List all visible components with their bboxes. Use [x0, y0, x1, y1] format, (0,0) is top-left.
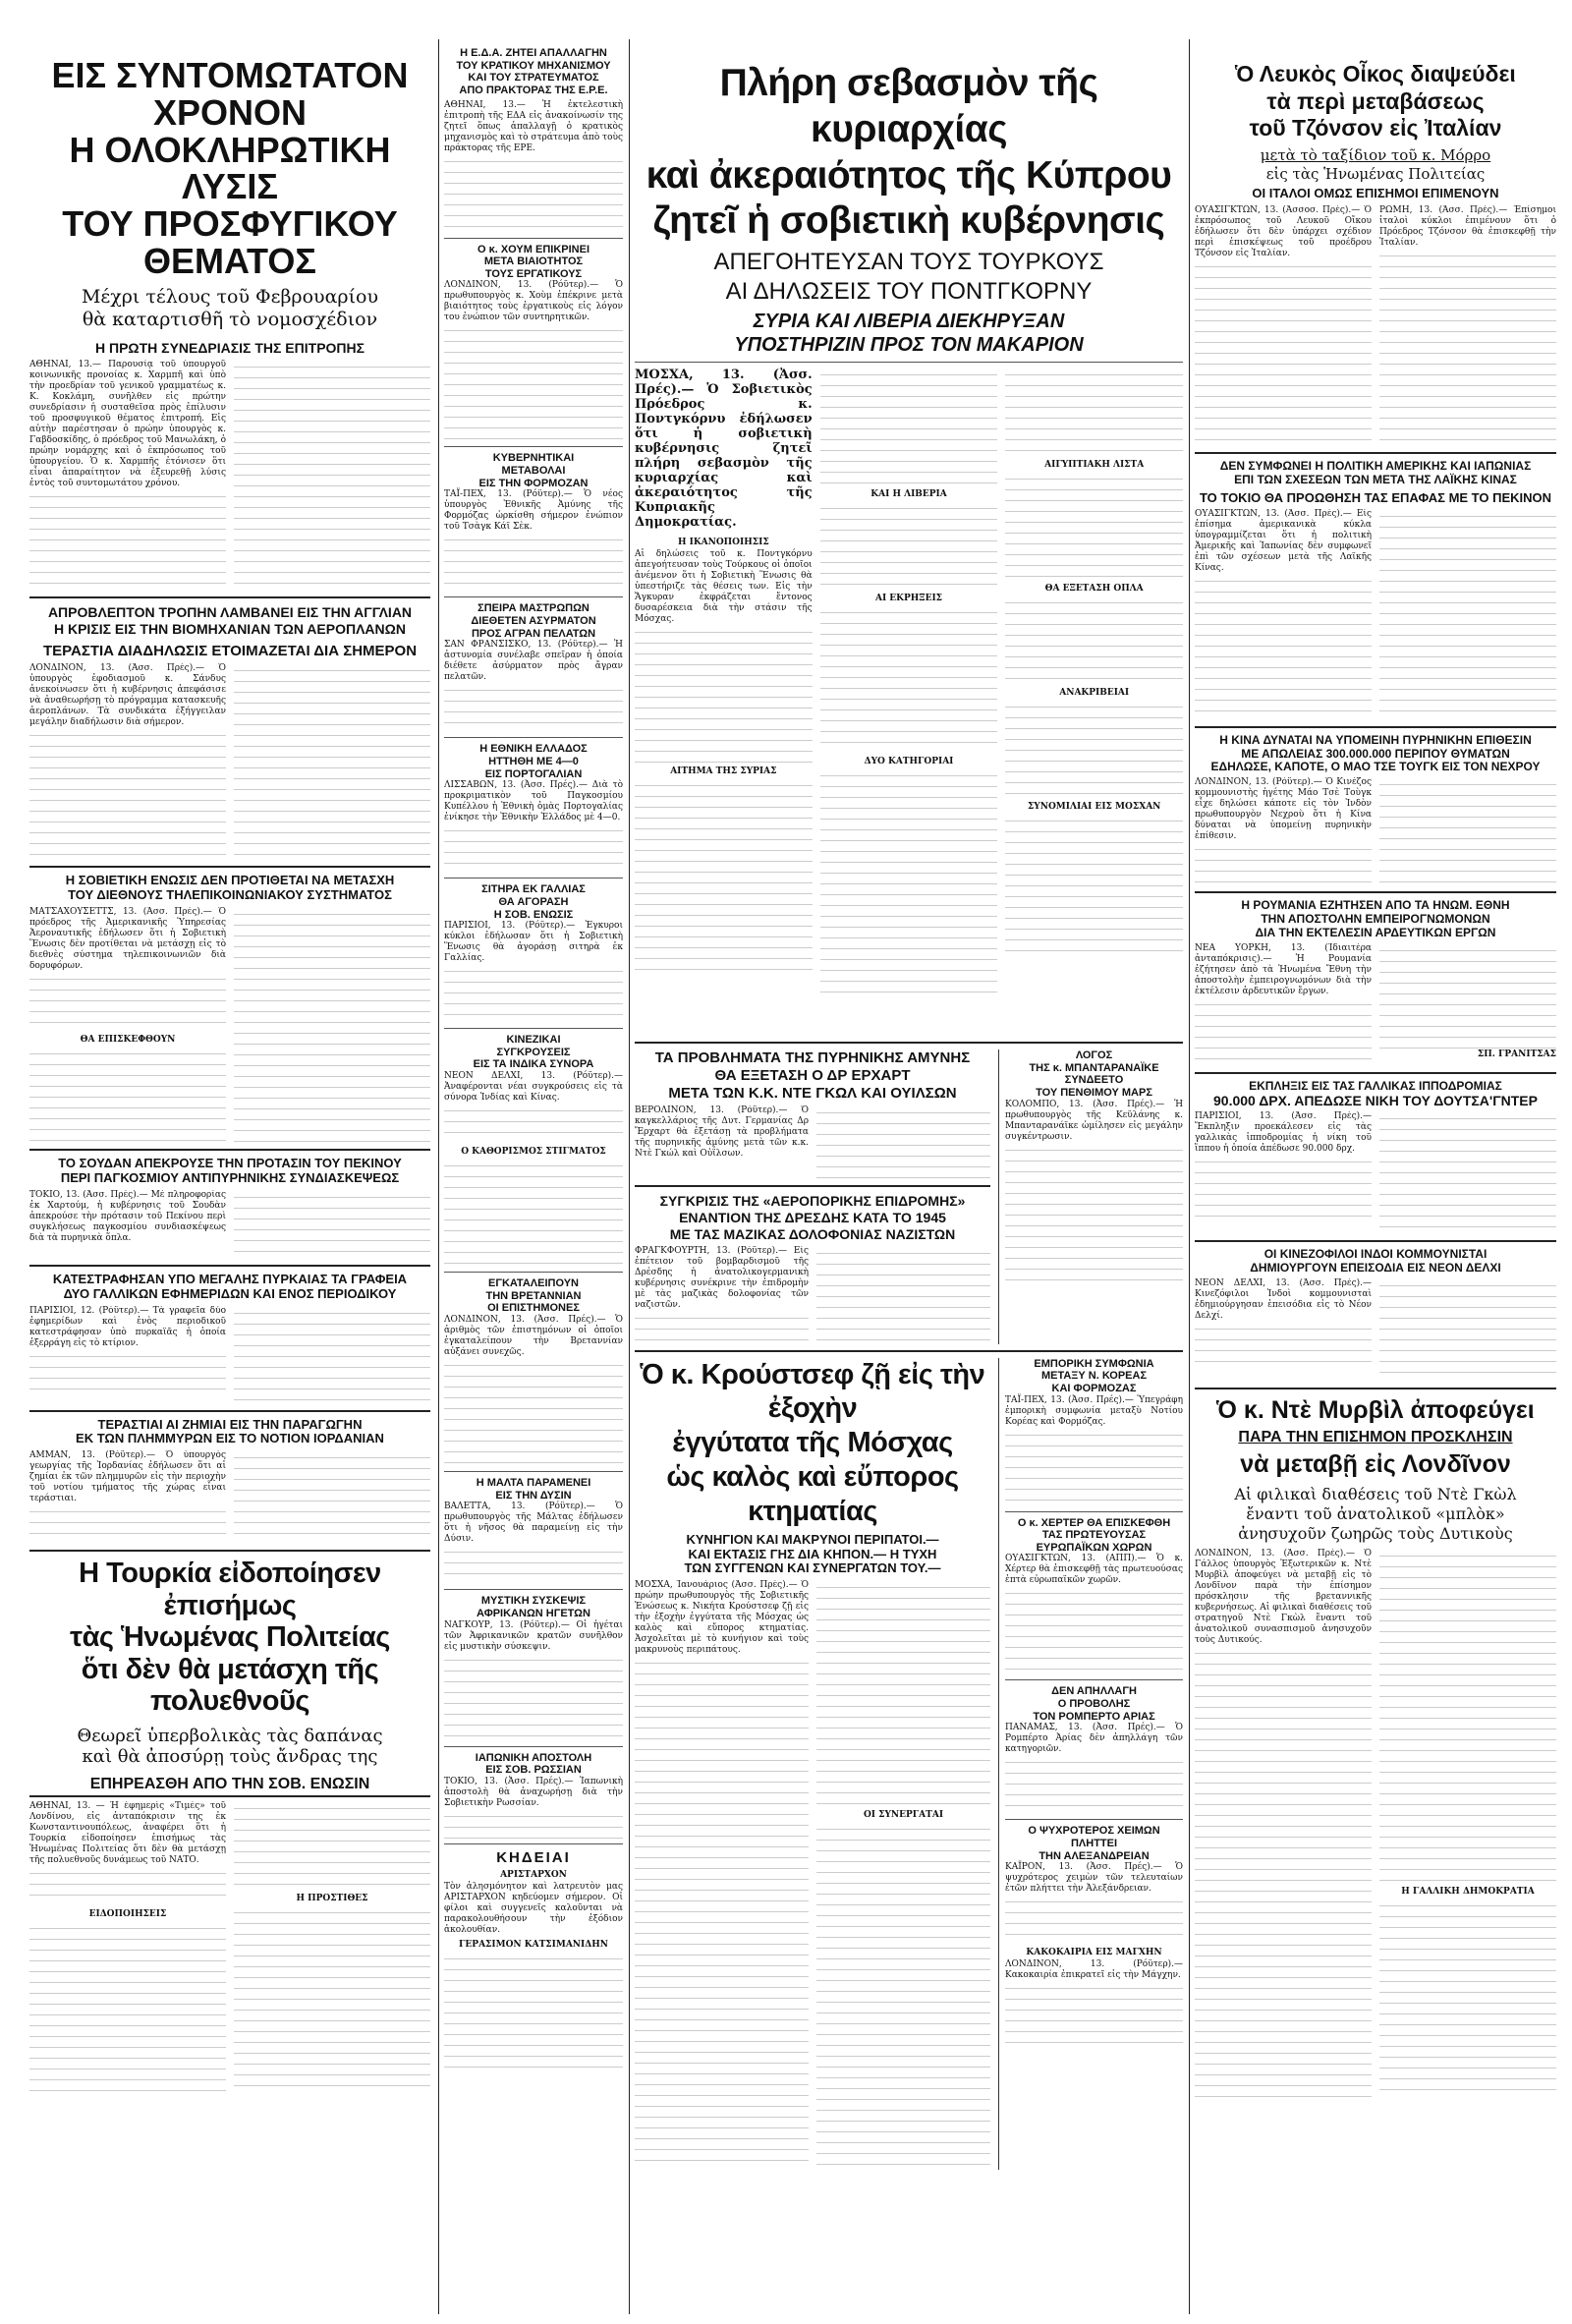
headline-line: ΤΟΥ ΔΙΕΘΝΟΥΣ ΤΗΛΕΠΙΚΟΙΝΩΝΙΑΚΟΥ ΣΥΣΤΗΜΑΤΟΣ — [68, 886, 392, 902]
headline-line: Η ΣΟΒΙΕΤΙΚΗ ΕΝΩΣΙΣ ΔΕΝ ΠΡΟΤΙΘΕΤΑΙ ΝΑ ΜΕΤΑΣΧΗ — [65, 872, 395, 887]
article-headline — [444, 47, 623, 97]
article-body — [1195, 1549, 1556, 2099]
section-heading: ΘΑ ΕΞΕΤΑΣΗ ΟΠΛΑ — [1044, 584, 1144, 595]
subheadline-line: εἰς τὰς Ἡνωμένας Πολιτείας — [1265, 164, 1486, 183]
headline-line: ΘΑ ΕΞΕΤΑΣΗ Ο ΔΡ ΕΡΧΑΡΤ — [714, 1067, 911, 1085]
headline-line: Η ΜΑΛΤΑ ΠΑΡΑΜΕΝΕΙ — [476, 1477, 591, 1490]
turkey-headline — [29, 1558, 430, 1717]
headline-line: ΤΗΝ ΑΠΟΣΤΟΛΗΝ ΕΜΠΕΙΡΟΓΝΩΜΟΝΩΝ — [1261, 911, 1490, 926]
article-text: ΠΑΝΑΜΑΣ, 13. (Ἀσσ. Πρές).— Ὁ Ρομπέρτο Ἀρίας δὲν ἀπηλλάγη τῶν κατηγοριῶν. — [1005, 1723, 1183, 1755]
article-body — [29, 1801, 430, 2096]
funeral-name: ΓΕΡΑΣΙΜΟΝ ΚΑΤΣΙΜΑΝΙΔΗΝ — [459, 1940, 608, 1951]
headline-line: 90.000 ΔΡΧ. ΑΠΕΔΩΣΕ ΝΙΚΗ ΤΟΥ ΔΟΥΤΣΑ'ΓΝΤΕΡ — [1213, 1093, 1538, 1109]
article-headline — [444, 244, 623, 281]
headline-line: Η ΕΘΝΙΚΗ ΕΛΛΑΔΟΣ — [479, 743, 588, 756]
article-text: ΑΘΗΝΑΙ, 13.— Παρουσίᾳ τοῦ ὑπουργοῦ κοινωνικῆς προνοίας κ. Χαρμπῆ καὶ ὑπὸ τὴν προεδρίαν τοῦ γενικοῦ γραμματέως κ. Κ. Κοκλάμη, συνῆλθεν εἰς πρώτην συνεδρίασιν ἡ συσταθεῖσα πρὸς ἐπίλυσιν τοῦ προσφυγικοῦ θέματος ἐπιτροπή. Εἰς αὐτὴν παρέστησαν ὁ πρώην ὑπουργὸς κ. Γαβδοσκίδης, ὁ πρόεδρος τοῦ Μανωλάκη, ὁ πρώην νομάρχης καὶ ὁ ἐκπρόσωπος τοῦ ὑπουργείου. Ὁ κ. Χαρμπῆς ἐτόνισεν ὅτι εἶναι ἀπαραίτητον νὰ ἐξευρεθῇ λύσις ἐντὸς τοῦ συντομωτάτου χρόνου. — [29, 360, 226, 489]
lead-subheadline: ΑΙ ΔΗΛΩΣΕΙΣ ΤΟΥ ΠΟΝΤΓΚΟΡΝΥ — [725, 278, 1093, 306]
article-headline — [444, 452, 623, 489]
column-2 — [444, 0, 623, 2324]
headline-line: ΤΟΥ ΚΡΑΤΙΚΟΥ ΜΗΧΑΝΙΣΜΟΥ — [456, 59, 611, 72]
article-text: ΟΥΑΣΙΓΚΤΩΝ, 13. (Ἀσσοσ. Πρές).— Ὁ ἐκπρόσωπος τοῦ Λευκοῦ Οἴκου ἐδήλωσεν ὅτι δὲν ὑπάρχει σχέδιον περὶ ἐπισκέψεως τοῦ προέδρου Τζόνσον εἰς Ἰταλίαν. — [1195, 205, 1372, 259]
headline-line: ΔΕΝ ΑΠΗΛΛΑΓΗ — [1051, 1685, 1137, 1698]
headline-line: ζητεῖ ἡ σοβιετικὴ κυβέρνησις — [652, 199, 1165, 243]
headline-line: ΑΦΡΙΚΑΝΩΝ ΗΓΕΤΩΝ — [477, 1607, 590, 1619]
headline-line: ΜΕΤΑ ΤΩΝ Κ.Κ. ΝΤΕ ΓΚΩΛ ΚΑΙ ΟΥΙΛΣΩΝ — [668, 1085, 957, 1103]
article-text: ΛΟΝΔΙΝΟΝ, 13. (Ἀσσ. Πρές).— Ὁ ἀριθμὸς τῶν ἐπιστημόνων οἱ ὁποῖοι ἐγκαταλείπουν τὴν Βρεταννίαν αὐξάνει συνεχῶς. — [444, 1315, 623, 1358]
headline-line: ΕΙΣ ΤΗΝ ΦΟΡΜΟΖΑΝ — [478, 477, 589, 489]
headline-line: ΔΕΝ ΣΥΜΦΩΝΕΙ Η ΠΟΛΙΤΙΚΗ ΑΜΕΡΙΚΗΣ ΚΑΙ ΙΑΠΩΝΙΑΣ — [1219, 459, 1532, 474]
article-headline — [444, 1595, 623, 1619]
headline-line: ΠΛΗΤΤΕΙ — [1070, 1837, 1118, 1849]
article-body — [29, 663, 430, 860]
headline-line: Πλήρη σεβασμὸν τῆς κυριαρχίας — [719, 62, 1098, 150]
lead-text: ΜΟΣΧΑ, 13. (Ἀσσ. Πρές).— Ὁ Σοβιετικὸς Πρόεδρος κ. Ποντγκόρνυ ἐδήλωσεν ὅτι ἡ σοβιετικὴ κυβέρνησις ζητεῖ πλήρη σεβασμὸν τῆς κυριαρχίας καὶ ἀκεραιότητος τῆς Κυπριακῆς Δημοκρατίας. — [635, 368, 813, 531]
lead-subheadline-italic — [635, 310, 1183, 357]
article-text: ΤΟΚΙΟ, 13. (Ἀσσ. Πρές).— Μὲ πληροφορίας ἐκ Χαρτούμ, ἡ κυβέρνησις τοῦ Σουδὰν ἀπεκρούσε τὴν πρότασιν τοῦ Πεκίνου περὶ συγκλήσεως παγκοσμίου συνδιασκέψεως διὰ τὰ πυρηνικὰ ὅπλα. — [29, 1189, 226, 1243]
main-subheadline — [29, 286, 430, 331]
section-heading: ΑΝΑΚΡΙΒΕΙΑΙ — [1059, 688, 1130, 699]
headline-line: ΚΑΤΕΣΤΡΑΦΗΣΑΝ ΥΠΟ ΜΕΓΑΛΗΣ ΠΥΡΚΑΙΑΣ ΤΑ ΓΡΑΦΕΙΑ — [52, 1271, 408, 1286]
article-headline — [1005, 1685, 1183, 1723]
section-heading: ΔΥΟ ΚΑΤΗΓΟΡΙΑΙ — [864, 757, 954, 767]
section-heading: ΑΙΓΥΠΤΙΑΚΗ ΛΙΣΤΑ — [1044, 460, 1145, 471]
section-heading: Η ΙΚΑΝΟΠΟΙΗΣΙΣ — [677, 538, 769, 548]
column-4 — [1195, 0, 1556, 2324]
article-headline — [29, 874, 430, 903]
article-body — [29, 1450, 430, 1544]
white-house-headline — [1195, 61, 1556, 142]
article-text: ΜΟΣΧΑ, Ἰανουάριος (Ἀσσ. Πρές).— Ὁ πρώην πρωθυπουργὸς τῆς Σοβιετικῆς Ἑνώσεως κ. Νικήτα Κρούστσεφ ζῇ εἰς τὴν ἐξοχὴν ἐγγύτατα τῆς Μόσχας ὡς καλὸς καὶ εὔπορος κτηματίας. Ἀσχολεῖται μὲ τὸ κυνήγιον καὶ τοὺς μακρυνοὺς περιπάτους. — [635, 1580, 809, 1656]
article-text: ΟΥΑΣΙΓΚΤΩΝ, 13. (Ἀσσ. Πρές).— Εἰς ἐπίσημα ἀμερικανικὰ κύκλα ὑπογραμμίζεται ὅτι ἡ πολιτικὴ Ἀμερικῆς καὶ Ἰαπωνίας δὲν συμφωνεῖ ἐπὶ τῶν σχέσεων μετὰ τῆς Λαϊκῆς Κίνας. — [1195, 508, 1372, 573]
column-3 — [635, 0, 1183, 2324]
headline-line: ΕΙΣ ΣΟΒ. ΡΩΣΣΙΑΝ — [485, 1764, 582, 1777]
article-headline — [444, 883, 623, 921]
subheadline-line: ἔναντι τοῦ ἀνατολικοῦ «μπλὸκ» — [1246, 1504, 1505, 1524]
funeral-name: ΑΡΙΣΤΑΡΧΟΝ — [500, 1870, 567, 1881]
article-headline — [1005, 1049, 1183, 1100]
article-text: ΑΘΗΝΑΙ, 13. — Ἡ ἐφημερὶς «Τιμὲς» τοῦ Λονδίνου, εἰς ἀνταπόκρισιν της ἐκ Κωνσταντινουπόλεως, ἀναφέρει ὅτι ἡ Τουρκία εἰδοποίησεν ἐπισήμως τὰς Ἡνωμένας Πολιτείας ὅτι δὲν θὰ μετάσχῃ τῆς πολυεθνοῦς δυνάμεως τοῦ ΝΑΤΟ. — [29, 1801, 226, 1866]
headline-line: ΔΙΑ ΤΗΝ ΕΚΤΕΛΕΣΙΝ ΑΡΔΕΥΤΙΚΩΝ ΕΡΓΩΝ — [1255, 925, 1496, 939]
murville-subheadline — [1195, 1485, 1556, 1544]
headline-line: Η ΚΡΙΣΙΣ ΕΙΣ ΤΗΝ ΒΙΟΜΗΧΑΝΙΑΝ ΤΩΝ ΑΕΡΟΠΛΑΝΩΝ — [53, 620, 406, 637]
white-house-subheadline — [1195, 146, 1556, 184]
article-headline — [1005, 1517, 1183, 1555]
subheadline-line: ΚΑΙ ΕΚΤΑΣΙΣ ΓΗΣ ΔΙΑ ΚΗΠΟΝ.— Η ΤΥΧΗ — [688, 1546, 937, 1561]
article-body — [1195, 1111, 1556, 1234]
headline-line: ΣΥΓΚΡΟΥΣΕΙΣ — [496, 1046, 571, 1058]
headline-line: ΠΡΟΣ ΑΓΡΑΝ ΠΕΛΑΤΩΝ — [471, 627, 596, 640]
article-subheadline: ΤΕΡΑΣΤΙΑ ΔΙΑΔΗΛΩΣΙΣ ΕΤΟΙΜΑΖΕΤΑΙ ΔΙΑ ΣΗΜΕΡΟΝ — [42, 642, 418, 659]
column-1 — [29, 0, 430, 2324]
subheadline-line: Αἱ φιλικαὶ διαθέσεις τοῦ Ντὲ Γκὼλ — [1234, 1485, 1517, 1504]
article-text: ΡΩΜΗ, 13. (Ἀσσ. Πρές).— Ἐπίσημοι ἰταλοὶ κύκλοι ἐπιμένουν ὅτι ὁ Πρόεδρος Τζόνσον θὰ ἐπισκεφθῇ τὴν Ἰταλίαν. — [1379, 205, 1556, 249]
article-headline — [29, 1273, 430, 1302]
article-text: ΒΕΡΟΛΙΝΟΝ, 13. (Ρόϋτερ).— Ὁ καγκελλάριος τῆς Δυτ. Γερμανίας Δρ Ἔρχαρτ θὰ ἐξετάσῃ τὰ προβλήματα τῆς πυρηνικῆς ἀμύνης μετὰ τῶν κ.κ. Ντὲ Γκώλ καὶ Οὐΐλσων. — [635, 1105, 809, 1160]
article-text: ΤΑΪ-ΠΕΧ, 13. (Ἀσσ. Πρές).— Ὑπεγράφη ἐμπορικὴ συμφωνία μεταξὺ Νοτίου Κορέας καὶ Φορμόζας. — [1005, 1394, 1183, 1427]
section-heading: Η ΓΑΛΛΙΚΗ ΔΗΜΟΚΡΑΤΙΑ — [1401, 1887, 1535, 1898]
headline-line: Η ΟΛΟΚΛΗΡΩΤΙΚΗ ΛΥΣΙΣ — [69, 129, 391, 207]
headline-line: Η ΚΙΝΑ ΔΥΝΑΤΑΙ ΝΑ ΥΠΟΜΕΙΝΗ ΠΥΡΗΝΙΚΗΝ ΕΠΙΘΕΣΙΝ — [1219, 732, 1532, 747]
article-headline — [1005, 1825, 1183, 1862]
article-text: ΜΑΤΣΑΧΟΥΣΕΤΤΣ, 13. (Ἀσσ. Πρὲς).— Ὁ πρόεδρος τῆς Ἀμερικανικῆς Ὑπηρεσίας Ἀεροναυτικῆς ἐδήλωσεν ὅτι ἡ Σοβιετικὴ Ἕνωσις δὲν προτίθεται νὰ μετάσχῃ εἰς τὸ διεθνὲς σύστημα τηλεπικοινωνιῶν διὰ δορυφόρων. — [29, 906, 226, 971]
headline-line: Η ΡΟΥΜΑΝΙΑ ΕΖΗΤΗΣΕΝ ΑΠΟ ΤΑ ΗΝΩΜ. ΕΘΝΗ — [1241, 898, 1510, 913]
lead-headline — [635, 61, 1183, 245]
section-heading: ΣΥΝΟΜΙΛΙΑΙ ΕΙΣ ΜΟΣΧΑΝ — [1027, 802, 1161, 813]
headline-line: ΕΜΠΟΡΙΚΗ ΣΥΜΦΩΝΙΑ — [1034, 1357, 1154, 1370]
article-subheadline: ΤΟ ΤΟΚΙΟ ΘΑ ΠΡΟΩΘΗΣΗ ΤΑΣ ΕΠΑΦΑΣ ΜΕ ΤΟ ΠΕΚΙΝΟΝ — [1199, 489, 1552, 505]
article-headline — [1195, 899, 1556, 939]
headline-line: Ο ΠΡΟΒΟΛΗΣ — [1057, 1698, 1131, 1711]
headline-line: ΕΔΗΛΩΣΕ, ΚΑΠΟΤΕ, Ο ΜΑΟ ΤΣΕ ΤΟΥΓΚ ΕΙΣ ΤΟΝ ΝΕΧΡΟΥ — [1210, 760, 1541, 774]
column-rule — [629, 39, 630, 2314]
headline-line: ΔΙΕΘΕΤΕΝ ΑΣΥΡΜΑΤΟΝ — [471, 615, 596, 628]
headline-line: ΤΟΥ ΠΕΝΘΙΜΟΥ ΜΑΡΣ — [1036, 1087, 1152, 1100]
section-heading: Ο ΚΑΘΟΡΙΣΜΟΣ ΣΤΙΓΜΑΤΟΣ — [461, 1147, 606, 1158]
headline-line: ΟΙ ΚΙΝΕΖΟΦΙΛΟΙ ΙΝΔΟΙ ΚΟΜΜΟΥΝΙΣΤΑΙ — [1263, 1247, 1488, 1262]
funeral-text: Τὸν ἀλησμόνητον καὶ λατρευτὸν μας ΑΡΙΣΤΑΡΧΟΝ κηδεύομεν σήμερον. Οἱ φίλοι καὶ συγγενεῖς καλοῦνται νὰ παρακολουθήσουν τὴν ἐξόδιον ἀκολουθίαν. — [444, 1882, 623, 1936]
headline-line: ΕΚ ΤΩΝ ΠΛΗΜΜΥΡΩΝ ΕΙΣ ΤΟ ΝΟΤΙΟΝ ΙΟΡΔΑΝΙΑΝ — [76, 1431, 384, 1446]
headline-line: ΑΠΡΟΒΛΕΠΤΟΝ ΤΡΟΠΗΝ ΛΑΜΒΑΝΕΙ ΕΙΣ ΤΗΝ ΑΓΓΛΙΑΝ — [47, 604, 413, 621]
headline-line: ΠΑΡΑ ΤΗΝ ΕΠΙΣΗΜΟΝ ΠΡΟΣΚΛΗΣΙΝ — [1238, 1429, 1513, 1446]
headline-line: ΠΕΡΙ ΠΑΓΚΟΣΜΙΟΥ ΑΝΤΙΠΥΡΗΝΙΚΗΣ ΣΥΝΔΙΑΣΚΕΨΕΩΣ — [60, 1169, 400, 1185]
column-rule — [1189, 39, 1190, 2314]
khrushchev-subheadline — [635, 1533, 990, 1577]
section-heading: ΕΠΗΡΕΑΣΘΗ ΑΠΟ ΤΗΝ ΣΟΒ. ΕΝΩΣΙΝ — [29, 1776, 430, 1797]
article-body — [1195, 205, 1556, 446]
lead-article-body — [635, 368, 1183, 1036]
main-headline — [29, 57, 430, 280]
headline-line: Ο κ. ΧΟΥΜ ΕΠΙΚΡΙΝΕΙ — [477, 243, 590, 255]
column-rule — [438, 39, 439, 2314]
headline-line: ΗΤΤΗΘΗ ΜΕ 4—0 — [488, 755, 579, 767]
turkey-subheadline — [29, 1726, 430, 1768]
article-text: ΝΑΓΚΟΥΡ, 13. (Ρόϋτερ).— Οἱ ἡγέται τῶν Ἀφρικανικῶν κρατῶν συνῆλθον εἰς μυστικὴν σύσκεψιν. — [444, 1619, 623, 1652]
section-heading: ΘΑ ΕΠΙΣΚΕΦΘΟΥΝ — [80, 1034, 176, 1045]
headline-line: Ὁ Λευκὸς Οἶκος διαψεύδει — [1235, 61, 1516, 86]
funeral-notices-heading: ΚΗΔΕΙΑΙ — [496, 1848, 571, 1866]
article-headline — [29, 604, 430, 636]
murville-headline — [1195, 1395, 1556, 1479]
article-text: ΠΑΡΙΣΙΟΙ, 13. (Ρόϋτερ).— Ἐγκυροι κύκλοι ἐδήλωσαν ὅτι ἡ Σοβιετικὴ Ἕνωσις θὰ ἀγοράσῃ σιτηρὰ ἐκ Γαλλίας. — [444, 921, 623, 964]
article-text: ΤΟΚΙΟ, 13. (Ἀσσ. Πρές).— Ἰαπωνικὴ ἀποστολὴ θὰ ἀναχωρήσῃ διὰ τὴν Σοβιετικὴν Ρωσσίαν. — [444, 1776, 623, 1808]
article-text: ΝΕΑ ΥΟΡΚΗ, 13. (Ἰδιαιτέρα ἀνταπόκρισις).— Ἡ Ρουμανία ἐζήτησεν ἀπὸ τὰ Ἡνωμένα Ἔθνη τὴν ἀποστολὴν ἐμπειρογνωμόνων διὰ τὴν ἐκτέλεσιν ἀρδευτικῶν ἔργων. — [1195, 942, 1372, 996]
headline-line: ΔΥΟ ΓΑΛΛΙΚΩΝ ΕΦΗΜΕΡΙΔΩΝ ΚΑΙ ΕΝΟΣ ΠΕΡΙΟΔΙΚΟΥ — [63, 1285, 397, 1301]
headline-line: ΕΚΠΛΗΞΙΣ ΕΙΣ ΤΑΣ ΓΑΛΛΙΚΑΣ ΙΠΠΟΔΡΟΜΙΑΣ — [1249, 1078, 1502, 1093]
headline-line: ΟΙ ΕΠΙΣΤΗΜΟΝΕΣ — [487, 1302, 580, 1315]
headline-line: ΕΙΣ ΣΥΝΤΟΜΩΤΑΤΟΝ ΧΡΟΝΟΝ — [51, 55, 409, 133]
article-text: ΛΟΝΔΙΝΟΝ, 13. (Ἀσσ. Πρές).— Ὁ ὑπουργὸς ἐφοδιασμοῦ κ. Σάνδυς ἀνεκοίνωσεν ὅτι ἡ κυβέρνησις ἀπεφάσισε νὰ ἀναθεωρήσῃ τὸ πρόγραμμα κατασκευῆς ἀεροπλάνων. Τὰ συνδικάτα ἐξήγγειλαν μεγάλην διαδήλωσιν διὰ σήμερον. — [29, 662, 226, 727]
article-text: ΛΙΣΣΑΒΩΝ, 13. (Ἀσσ. Πρές).— Διὰ τὸ προκριματικὸν τοῦ Παγκοσμίου Κυπέλλου ἡ Ἐθνικὴ ὁμὰς Πορτογαλίας ἐνίκησε τὴν Ἐθνικὴν Ἑλλάδος μὲ 4—0. — [444, 780, 623, 823]
subheadline-line: Θεωρεῖ ὑπερβολικὰς τὰς δαπάνας — [77, 1725, 383, 1746]
headline-line: ΛΟΓΟΣ — [1075, 1049, 1113, 1062]
article-headline — [444, 602, 623, 640]
article-headline — [444, 743, 623, 780]
section-heading: ΚΑΙ Η ΛΙΒΕΡΙΑ — [870, 489, 947, 500]
headline-line: ΤΟ ΣΟΥΔΑΝ ΑΠΕΚΡΟΥΣΕ ΤΗΝ ΠΡΟΤΑΣΙΝ ΤΟΥ ΠΕΚΙΝΟΥ — [58, 1155, 402, 1170]
lead-subheadline: ΑΠΕΓΟΗΤΕΥΣΑΝ ΤΟΥΣ ΤΟΥΡΚΟΥΣ — [713, 249, 1104, 276]
article-text: ΒΑΛΕΤΤΑ, 13. (Ρόϋτερ).— Ὁ πρωθυπουργὸς τῆς Μάλτας ἐδήλωσεν ὅτι ἡ νῆσος θὰ παραμείνῃ εἰς τὴν Δύσιν. — [444, 1502, 623, 1545]
headline-line: ΕΓΚΑΤΑΛΕΙΠΟΥΝ — [488, 1277, 579, 1290]
headline-line: ΕΠΙ ΤΩΝ ΣΧΕΣΕΩΝ ΤΩΝ ΜΕΤΑ ΤΗΣ ΛΑΪΚΗΣ ΚΙΝΑΣ — [1234, 473, 1517, 487]
article-text: ΠΑΡΙΣΙΟΙ, 12. (Ρόϋτερ).— Τὰ γραφεῖα δύο ἐφημερίδων καὶ ἑνὸς περιοδικοῦ κατεστράφησαν ὑπὸ πυρκαϊᾶς ἡ ὁποία ἐξερράγη εἰς τὸ κτίριον. — [29, 1305, 226, 1348]
headline-line: ΜΕΤΑ ΒΙΑΙΟΤΗΤΟΣ — [483, 255, 584, 268]
headline-line: ΚΑΙ ΦΟΡΜΟΖΑΣ — [1051, 1382, 1137, 1394]
article-text: ΛΟΝΔΙΝΟΝ, 13. (Ρόϋτερ).— Ὁ Κινέζος κομμουνιστὴς ἡγέτης Μάο Τσὲ Τοὺγκ εἶχε δηλώσει κάποτε εἰς τὸν Ἰνδὸν πρωθυπουργὸν Νεχροὺ ὅτι ἡ Κίνα δύναται νὰ ὑπομείνῃ πυρηνικὴν ἐπίθεσιν. — [1195, 777, 1372, 842]
article-text: ΑΜΜΑΝ, 13. (Ρόϋτερ).— Ὁ ὑπουργὸς γεωργίας τῆς Ἰορδανίας ἐδήλωσεν ὅτι αἱ ζημίαι ἐκ τῶν πλημμυρῶν εἰς τὴν περιοχὴν τοῦ νοτίου τμήματος τῆς χώρας εἶναι τεράστιαι. — [29, 1450, 226, 1504]
headline-line: ΜΕΤΑΞΥ Ν. ΚΟΡΕΑΣ — [1040, 1370, 1148, 1383]
article-text: ΚΑΪΡΟΝ, 13. (Ἀσσ. Πρές).— Ὁ ψυχρότερος χειμὼν τῶν τελευταίων ἐτῶν πλήττει τὴν Ἀλεξάνδρειαν. — [1005, 1862, 1183, 1895]
article-body — [1195, 777, 1556, 885]
headline-line: Ο κ. ΧΕΡΤΕΡ ΘΑ ΕΠΙΣΚΕΦΘΗ — [1017, 1516, 1171, 1529]
article-body — [1195, 509, 1556, 720]
headline-line: ΣΠΕΙΡΑ ΜΑΣΤΡΩΠΩΝ — [477, 602, 590, 615]
article-headline — [444, 1034, 623, 1071]
article-headline — [635, 1193, 990, 1242]
article-headline — [1195, 734, 1556, 774]
headline-line: ἐγγύτατα τῆς Μόσχας — [672, 1427, 953, 1459]
headline-line: ΚΑΙ ΤΟΥ ΣΤΡΑΤΕΥΜΑΤΟΣ — [468, 72, 599, 85]
section-heading: ΟΙ ΣΥΝΕΡΓΑΤΑΙ — [863, 1810, 944, 1821]
article-text: ΛΟΝΔΙΝΟΝ, 13. (Ἀσσ. Πρές).— Ὁ Γάλλος ὑπουργὸς Ἐξωτερικῶν κ. Ντὲ Μυρβὶλ ἀποφεύγει νὰ μεταβῇ εἰς τὸ Λονδῖνον παρὰ τὴν ἐπίσημον πρόσκλησιν τῆς βρεταννικῆς κυβερνήσεως. Αἱ φιλικαὶ διαθέσεις τοῦ στρατηγοῦ Ντὲ Γκὼλ ἔναντι τοῦ ἀνατολικοῦ συνασπισμοῦ ἀνησυχοῦν τοὺς Δυτικούς. — [1195, 1549, 1372, 1646]
subheadline-line: καὶ θὰ ἀποσύρῃ τοὺς ἄνδρας της — [82, 1746, 378, 1768]
headline-line: νὰ μεταβῇ εἰς Λονδῖνον — [1240, 1450, 1511, 1479]
article-text: ΚΟΛΟΜΠΟ, 13. (Ἀσσ. Πρές).— Ἡ πρωθυπουργὸς τῆς Κεϋλάνης κ. Μπανταρανάϊκε ὡμίλησεν εἰς μεγάλην συγκέντρωσιν. — [1005, 1099, 1183, 1142]
headline-line: ΤΟΥΣ ΕΡΓΑΤΙΚΟΥΣ — [484, 267, 583, 280]
headline-line: ΕΝΑΝΤΙΟΝ ΤΗΣ ΔΡΕΣΔΗΣ ΚΑΤΑ ΤΟ 1945 — [679, 1209, 946, 1225]
subheadline-line: ἀνησυχοῦν ζωηρῶς τοὺς Δυτικοὺς — [1238, 1524, 1513, 1544]
section-heading: ΟΙ ΙΤΑΛΟΙ ΟΜΩΣ ΕΠΙΣΗΜΟΙ ΕΠΙΜΕΝΟΥΝ — [1252, 186, 1499, 201]
headline-line: ΚΙΝΕΖΙΚΑΙ — [506, 1034, 561, 1047]
article-body — [635, 1246, 990, 1344]
article-headline — [444, 1752, 623, 1777]
subheadline-line: μετὰ τὸ ταξίδιον τοῦ κ. Μόρρο — [1260, 145, 1491, 164]
headline-line: ΣΥΓΚΡΙΣΙΣ ΤΗΣ «ΑΕΡΟΠΟΡΙΚΗΣ ΕΠΙΔΡΟΜΗΣ» — [659, 1193, 966, 1210]
headline-line: ὅτι δὲν θὰ μετάσχη τῆς πολυεθνοῦς — [81, 1653, 379, 1718]
article-headline — [1005, 1358, 1183, 1395]
headline-line: ὡς καλὸς καὶ εὔπορος κτηματίας — [666, 1460, 959, 1527]
headline-line: ΜΥΣΤΙΚΗ ΣΥΣΚΕΨΙΣ — [480, 1595, 587, 1608]
section-heading: ΑΙ ΕΚΡΗΞΕΙΣ — [874, 594, 943, 604]
headline-line: ΤΗΝ ΑΛΕΞΑΝΔΡΕΙΑΝ — [1039, 1849, 1150, 1862]
article-headline — [1195, 1248, 1556, 1275]
article-body — [1195, 1278, 1556, 1382]
article-body — [29, 907, 430, 1143]
article-headline — [29, 1418, 430, 1447]
article-text: ΛΟΝΔΙΝΟΝ, 13. (Ρόϋτερ).— Ὁ πρωθυπουργὸς κ. Χοὺμ ἐπέκρινε μετὰ βιαιότητος τοὺς ἐργατικοὺς εἰς λόγον του ἐνώπιον τῶν συντηρητικῶν. — [444, 280, 623, 323]
headline-line: ΤΟΝ ΡΟΜΠΕΡΤΟ ΑΡΙΑΣ — [1033, 1710, 1155, 1723]
headline-line: ΤΟΥ ΠΡΟΣΦΥΓΙΚΟΥ ΘΕΜΑΤΟΣ — [62, 203, 398, 281]
subheadline-line: ΣΥΡΙΑ ΚΑΙ ΛΙΒΕΡΙΑ ΔΙΕΚΗΡΥΞΑΝ — [753, 311, 1065, 333]
article-text: ΛΟΝΔΙΝΟΝ, 13. (Ρόϋτερ).— Κακοκαιρία ἐπικρατεῖ εἰς τὴν Μάγχην. — [1005, 1959, 1183, 1981]
headline-line: Ὁ κ. Ντὲ Μυρβὶλ ἀποφεύγει — [1216, 1396, 1535, 1425]
section-heading: ΑΙΤΗΜΑ ΤΗΣ ΣΥΡΙΑΣ — [670, 766, 777, 777]
headline-line: ΙΑΠΩΝΙΚΗ ΑΠΟΣΤΟΛΗ — [475, 1751, 592, 1764]
headline-line: ΕΙΣ ΠΟΡΤΟΓΑΛΙΑΝ — [484, 767, 583, 780]
headline-line: ΜΕ ΑΠΩΛΕΙΑΣ 300.000.000 ΠΕΡΙΠΟΥ ΘΥΜΑΤΩΝ — [1241, 746, 1510, 761]
article-text: ΤΑΪ-ΠΕΧ, 13. (Ρόϋτερ).— Ὁ νέος ὑπουργὸς Ἐθνικῆς Ἀμύνης τῆς Φορμόζας ὡρκίσθη σήμερον ἐνώπιον τοῦ Τσὰγκ Κάϊ Σὲκ. — [444, 489, 623, 533]
headline-line: ΕΥΡΩΠΑΪΚΩΝ ΧΩΡΩΝ — [1036, 1541, 1152, 1554]
article-text: ΦΡΑΓΚΦΟΥΡΤΗ, 13. (Ρόϋτερ).— Εἰς ἐπέτειον τοῦ βομβαρδισμοῦ τῆς Δρέσδης ἡ ἀνατολικογερμανικὴ κυβέρνησις συνέκρινε τὴν ἐπιδρομὴν μὲ τὰς μαζικὰς δολοφονίας τῶν ναζιστῶν. — [635, 1245, 809, 1310]
headline-line: καὶ ἀκεραιότητος τῆς Κύπρου — [646, 153, 1172, 197]
article-text: Αἱ δηλώσεις τοῦ κ. Ποντγκόρνυ ἀπεγοήτευσαν τοὺς Τούρκους οἱ ὁποῖοι ἀνέμενον ὅτι ἡ Σοβιετικὴ Ἕνωσις θὰ ὑπεστήριζε τὰς θέσεις των. Εἰς τὴν Ἄγκυραν ἐκφράζεται ἔντονος δυσαρέσκεια διὰ τὴν στάσιν τῆς Μόσχας. — [635, 549, 813, 625]
article-text: ΟΥΑΣΙΓΚΤΩΝ, 13. (ΑΠΠ).— Ὁ κ. Χέρτερ θὰ ἐπισκεφθῇ τὰς πρωτευούσας ἑπτὰ εὐρωπαϊκῶν χωρῶν. — [1005, 1554, 1183, 1586]
subheadline-line: ΥΠΟΣΤΗΡΙΖΙΝ ΠΡΟΣ ΤΟΝ ΜΑΚΑΡΙΟΝ — [734, 334, 1084, 357]
headline-line: ΤΑΣ ΠΡΩΤΕΥΟΥΣΑΣ — [1041, 1529, 1147, 1542]
section-heading: ΚΑΚΟΚΑΙΡΙΑ ΕΙΣ ΜΑΓΧΗΝ — [1026, 1948, 1162, 1958]
article-body — [1195, 943, 1556, 1066]
headline-line: Ο ΨΥΧΡΟΤΕΡΟΣ ΧΕΙΜΩΝ — [1028, 1825, 1160, 1838]
headline-line: ΤΑ ΠΡΟΒΛΗΜΑΤΑ ΤΗΣ ΠΥΡΗΝΙΚΗΣ ΑΜΥΝΗΣ — [654, 1049, 971, 1067]
headline-line: Η Ε.Δ.Α. ΖΗΤΕΙ ΑΠΑΛΛΑΓΗΝ — [460, 47, 607, 59]
headline-line: τὰς Ἡνωμένας Πολιτείας — [70, 1621, 390, 1654]
article-body — [29, 360, 430, 591]
article-text: ΑΘΗΝΑΙ, 13.— Ἡ ἐκτελεστικὴ ἐπιτροπὴ τῆς ΕΔΑ εἰς ἀνακοίνωσίν της ζητεῖ ὅπως ἀπαλλαγῇ ὁ κρατικὸς μηχανισμὸς καὶ τὸ στράτευμα ἀπὸ τοὺς πράκτορας τῆς ΕΡΕ. — [444, 99, 623, 153]
headline-line: ΤΗΝ ΒΡΕΤΑΝΝΙΑΝ — [485, 1289, 582, 1302]
article-headline — [444, 1277, 623, 1315]
article-text: ΝΕΟΝ ΔΕΛΧΙ, 13. (Ρόϋτερ).— Ἀναφέρονται νέαι συγκρούσεις εἰς τὰ σύνορα Ἰνδίας καὶ Κίνας. — [444, 1071, 623, 1104]
headline-line: ΘΑ ΑΓΟΡΑΣΗ — [498, 895, 569, 908]
headline-line: τοῦ Τζόνσον εἰς Ἰταλίαν — [1249, 115, 1502, 142]
article-text: ΣΑΝ ΦΡΑΝΣΙΣΚΟ, 13. (Ρόϋτερ).— Ἡ ἀστυνομία συνέλαβε σπεῖραν ἡ ὁποία διέθετε ἀσύρματον πρὸς ἄγραν πελατῶν. — [444, 640, 623, 683]
headline-line: ΔΗΜΙΟΥΡΓΟΥΝ ΕΠΕΙΣΟΔΙΑ ΕΙΣ ΝΕΟΝ ΔΕΛΧΙ — [1250, 1261, 1501, 1275]
khrushchev-headline — [635, 1358, 990, 1529]
headline-line: ΜΕΤΑΒΟΛΑΙ — [501, 465, 566, 478]
headline-line: ΑΠΟ ΠΡΑΚΤΟΡΑΣ ΤΗΣ Ε.Ρ.Ε. — [459, 84, 608, 96]
article-headline — [444, 1477, 623, 1502]
article-text: ΠΑΡΙΣΙΟΙ, 13. (Ἀσσ. Πρές).— Ἔκπληξιν προεκάλεσεν εἰς τὰς γαλλικὰς ἱπποδρομίας ἡ νίκη τοῦ ἵππου ἡ ὁποία ἀπέδωσε 90.000 δρχ. — [1195, 1111, 1372, 1155]
headline-line: ΜΕ ΤΑΣ ΜΑΖΙΚΑΣ ΔΟΛΟΦΟΝΙΑΣ ΝΑΖΙΣΤΩΝ — [669, 1225, 956, 1242]
author-signature: ΣΠ. ΓΡΑΝΙΤΣΑΣ — [1477, 1049, 1556, 1059]
headline-line: τὰ περὶ μεταβάσεως — [1266, 87, 1485, 114]
section-heading: Η ΠΡΩΤΗ ΣΥΝΕΔΡΙΑΣΙΣ ΤΗΣ ΕΠΙΤΡΟΠΗΣ — [94, 340, 365, 357]
article-headline — [1195, 1080, 1556, 1109]
article-body — [635, 1105, 990, 1179]
headline-line: ΕΙΣ ΤΑ ΙΝΔΙΚΑ ΣΥΝΟΡΑ — [473, 1058, 594, 1071]
headline-line: ΤΗΣ κ. ΜΠΑΝΤΑΡΑΝΑΪΚΕ — [1029, 1061, 1159, 1074]
headline-line: ΣΙΤΗΡΑ ΕΚ ΓΑΛΛΙΑΣ — [481, 883, 586, 896]
headline-line: Η ΣΟΒ. ΕΝΩΣΙΣ — [493, 908, 574, 921]
headline-line: Ὁ κ. Κρούστσεφ ζῇ εἰς τὴν ἐξοχὴν — [640, 1358, 985, 1425]
article-body — [29, 1190, 430, 1259]
subheadline-line: θὰ καταρτισθῆ τὸ νομοσχέδιον — [82, 308, 378, 330]
headline-line: Η Τουρκία εἰδοποίησεν ἐπισήμως — [79, 1558, 381, 1621]
article-headline — [29, 1157, 430, 1186]
subheadline-line: Μέχρι τέλους τοῦ Φεβρουαρίου — [81, 285, 379, 308]
headline-line: ΣΥΝΔΕΕΤΟ — [1064, 1074, 1124, 1087]
article-headline — [1195, 460, 1556, 487]
headline-line: ΤΕΡΑΣΤΙΑΙ ΑΙ ΖΗΜΙΑΙ ΕΙΣ ΤΗΝ ΠΑΡΑΓΩΓΗΝ — [97, 1416, 363, 1432]
section-heading: ΕΙΔΟΠΟΙΗΣΕΙΣ — [88, 1909, 167, 1920]
article-headline — [635, 1049, 990, 1103]
article-body — [635, 1580, 990, 2170]
article-text: ΝΕΟΝ ΔΕΛΧΙ, 13. (Ἀσσ. Πρές).— Κινεζόφιλοι Ἰνδοὶ κομμουνισταὶ ἐδημιούργησαν ἐπεισόδια εἰς τὸ Νέον Δελχί. — [1195, 1278, 1372, 1322]
subheadline-line: ΚΥΝΗΓΙΟΝ ΚΑΙ ΜΑΚΡΥΝΟΙ ΠΕΡΙΠΑΤΟΙ.— — [686, 1531, 939, 1547]
section-heading: Η ΠΡΟΣΤΙΘΕΣ — [296, 1894, 368, 1904]
article-body — [29, 1306, 430, 1404]
headline-line: ΚΥΒΕΡΝΗΤΙΚΑΙ — [492, 452, 575, 465]
subheadline-line: ΤΩΝ ΣΥΓΓΕΝΩΝ ΚΑΙ ΣΥΝΕΡΓΑΤΩΝ ΤΟΥ.— — [684, 1560, 941, 1576]
headline-line: ΕΙΣ ΤΗΝ ΔΥΣΙΝ — [495, 1489, 572, 1502]
